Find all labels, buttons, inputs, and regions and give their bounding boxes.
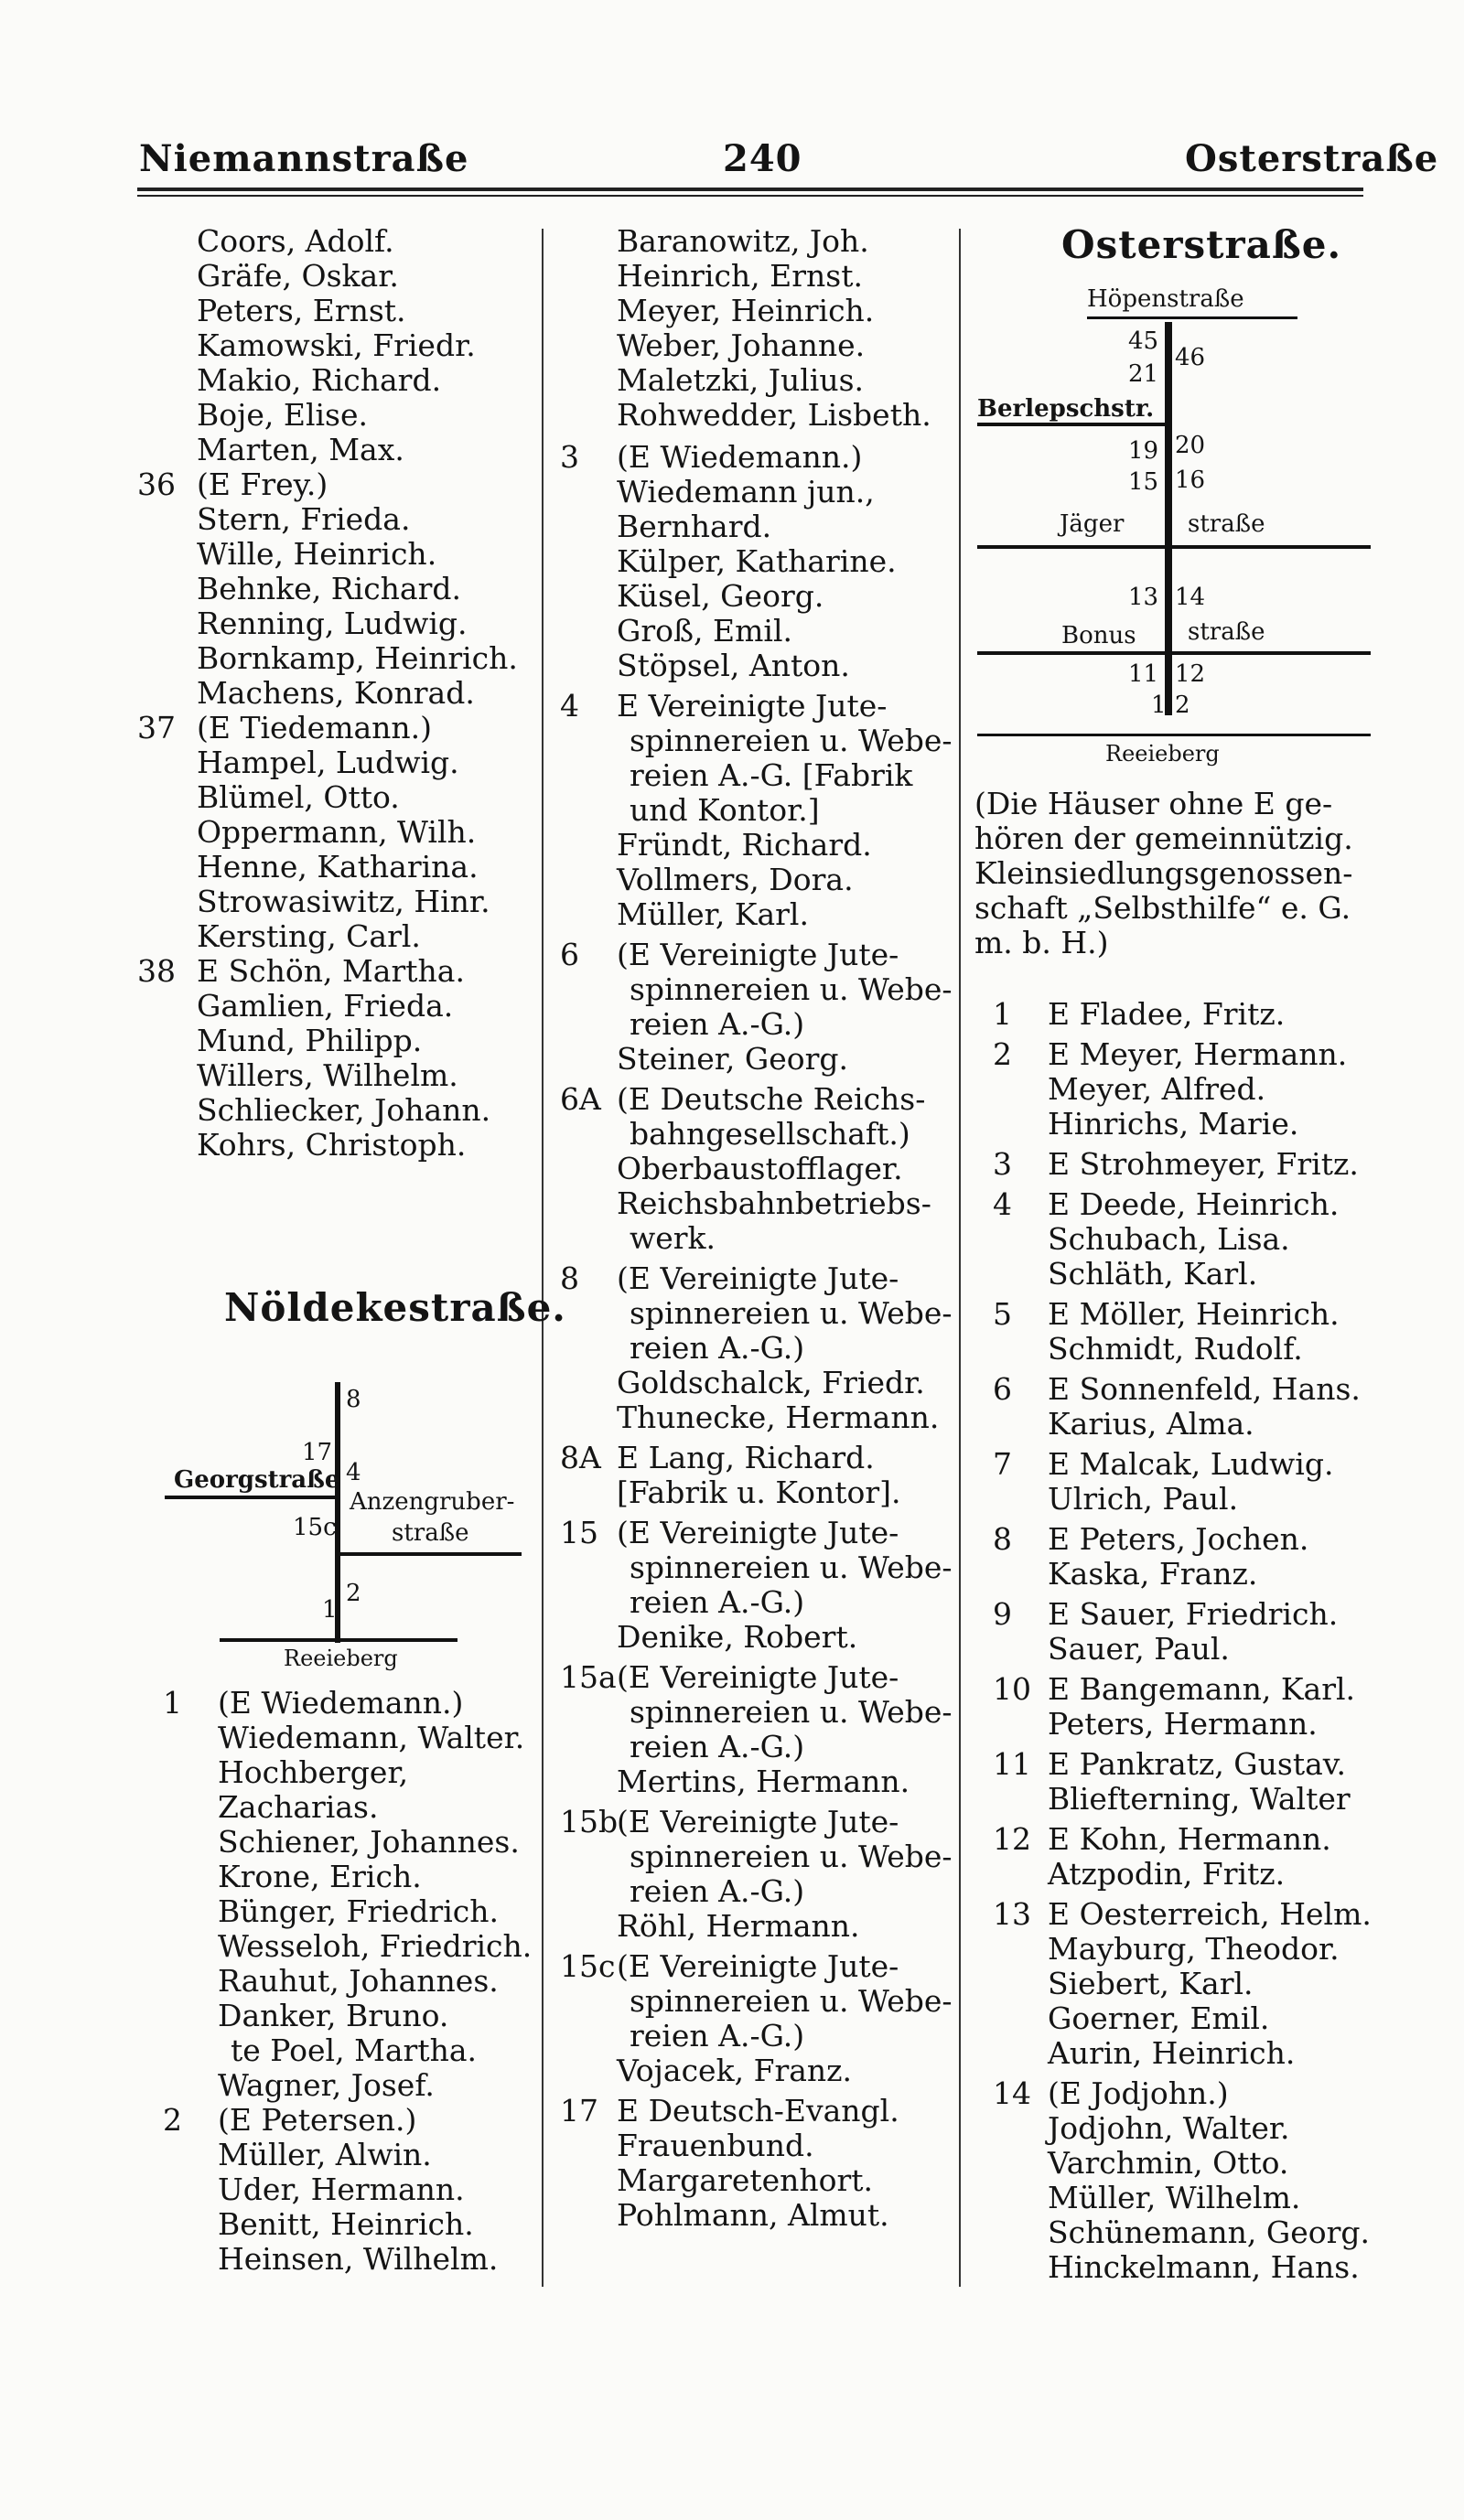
house-number: 37 bbox=[137, 710, 176, 745]
entry-line: Sauer, Paul. bbox=[1048, 1631, 1230, 1667]
house-number: 17 bbox=[560, 2093, 598, 2129]
column-2 bbox=[560, 224, 953, 2238]
entry-line: Uder, Hermann. bbox=[218, 2171, 465, 2207]
entry-line: Meyer, Heinrich. bbox=[617, 293, 875, 328]
entry-line: Oppermann, Wilh. bbox=[197, 814, 477, 850]
entry-line: Machens, Konrad. bbox=[197, 675, 475, 711]
house-number: 15a bbox=[560, 1659, 617, 1695]
entry-line: Külper, Katharine. bbox=[617, 543, 897, 579]
entry-line: reien A.-G.) bbox=[630, 1006, 805, 1042]
osterstrasse-street-map bbox=[977, 285, 1371, 770]
entry-line: (E Vereinigte Jute- 6 bbox=[560, 937, 899, 972]
entry-line: (Die Häuser ohne E ge- bbox=[974, 786, 1333, 821]
entry-line: E Sonnenfeld, Hans. 6 bbox=[993, 1371, 1361, 1407]
map-cross-jaeger bbox=[977, 545, 1371, 549]
map-label: 12 bbox=[1175, 660, 1206, 688]
entry-line: Fründt, Richard. bbox=[617, 827, 872, 863]
house-number: 4 bbox=[993, 1186, 1012, 1222]
map-label: 21 bbox=[1128, 360, 1159, 388]
entry-line: Baranowitz, Joh. bbox=[617, 223, 869, 259]
entry-line: Wagner, Josef. bbox=[218, 2067, 435, 2103]
entry-line: Boje, Elise. bbox=[197, 397, 369, 433]
header-rule-thin bbox=[137, 195, 1363, 197]
entry-line: Müller, Wilhelm. bbox=[1048, 2180, 1301, 2215]
entry-line: werk. bbox=[630, 1220, 716, 1256]
entry-line: E Deede, Heinrich. 4 bbox=[993, 1186, 1340, 1222]
entry-line: spinnereien u. Webe- bbox=[630, 1983, 953, 2019]
entry-line: E Deutsch-Evangl. 17 bbox=[560, 2093, 899, 2129]
entry-line: E Meyer, Hermann. 2 bbox=[993, 1036, 1348, 1072]
entry-line: Marten, Max. bbox=[197, 432, 404, 467]
entry-line: Stöpsel, Anton. bbox=[617, 648, 850, 683]
map-label: Reeieberg bbox=[1105, 741, 1220, 767]
entry-line: Schläth, Karl. bbox=[1048, 1256, 1258, 1292]
entry-line: (E Vereinigte Jute- 8 bbox=[560, 1260, 899, 1296]
entry-line: Zacharias. bbox=[218, 1789, 379, 1825]
entry-line: (E Jodjohn.) 14 bbox=[993, 2075, 1229, 2111]
entry-line: Röhl, Hermann. bbox=[617, 1908, 860, 1944]
entry-line: Goerner, Emil. bbox=[1048, 2000, 1270, 2036]
entry-line: E Oesterreich, Helm. 13 bbox=[993, 1896, 1372, 1932]
entry-line: Strowasiwitz, Hinr. bbox=[197, 884, 490, 919]
entry-line: reien A.-G.) bbox=[630, 1584, 805, 1620]
running-head-right: Osterstraße bbox=[1185, 137, 1439, 180]
entry-line: (E Tiedemann.) 37 bbox=[137, 710, 433, 745]
house-number: 15 bbox=[560, 1515, 598, 1550]
entry-line: Margaretenhort. bbox=[617, 2162, 874, 2198]
map-label: Höpenstraße bbox=[1087, 285, 1244, 313]
house-number: 9 bbox=[993, 1596, 1012, 1632]
entry-line: Kaska, Franz. bbox=[1048, 1556, 1258, 1592]
map-label: Bonus bbox=[1061, 622, 1136, 649]
entry-line: Bernhard. bbox=[617, 509, 772, 544]
entry-line: Maletzki, Julius. bbox=[617, 362, 864, 398]
map-label: 1 bbox=[1151, 692, 1167, 719]
map-label: straße bbox=[392, 1519, 469, 1547]
map-label: 1 bbox=[322, 1596, 338, 1624]
entry-line: (E Vereinigte Jute- 15 bbox=[560, 1515, 899, 1550]
entry-line: Mertins, Hermann. bbox=[617, 1764, 910, 1799]
entry-line: (E Vereinigte Jute- 15c bbox=[560, 1948, 899, 1984]
entry-line: Bliefterning, Walter bbox=[1048, 1781, 1351, 1817]
entry-line: Wille, Heinrich. bbox=[197, 536, 437, 572]
house-number: 8A bbox=[560, 1440, 601, 1475]
entry-line: (E Vereinigte Jute- 15a bbox=[560, 1659, 899, 1695]
entry-line: m. b. H.) bbox=[974, 925, 1109, 960]
header-rule bbox=[137, 188, 1363, 191]
entry-line: Pohlmann, Almut. bbox=[617, 2197, 889, 2233]
entry-line: Benitt, Heinrich. bbox=[218, 2206, 474, 2242]
entry-line: reien A.-G.) bbox=[630, 1330, 805, 1366]
map-label: 20 bbox=[1175, 432, 1206, 459]
entry-line: Küsel, Georg. bbox=[617, 578, 824, 614]
column-divider-1 bbox=[542, 229, 544, 2287]
entry-line: Thunecke, Hermann. bbox=[617, 1399, 940, 1435]
entry-line: spinnereien u. Webe- bbox=[630, 971, 953, 1007]
house-number: 6 bbox=[560, 937, 579, 972]
map-label: Georgstraße bbox=[174, 1466, 340, 1494]
page-number: 240 bbox=[723, 137, 802, 180]
house-number: 12 bbox=[993, 1821, 1031, 1857]
entry-line: Goldschalck, Friedr. bbox=[617, 1365, 925, 1400]
map-label: 14 bbox=[1175, 584, 1206, 611]
entry-line: Hampel, Ludwig. bbox=[197, 745, 459, 780]
house-number: 14 bbox=[993, 2075, 1031, 2111]
house-number: 8 bbox=[560, 1260, 579, 1296]
map-label: Jäger bbox=[1060, 510, 1125, 538]
entry-line: E Peters, Jochen. 8 bbox=[993, 1521, 1309, 1557]
map-cross-berlepsch bbox=[977, 423, 1169, 426]
section-title-noeldekestrasse: Nöldekestraße. bbox=[224, 1285, 566, 1330]
entry-line: Schünemann, Georg. bbox=[1048, 2214, 1370, 2250]
entry-line: Behnke, Richard. bbox=[197, 571, 461, 606]
map-bottom-line bbox=[977, 734, 1371, 736]
entry-line: Mund, Philipp. bbox=[197, 1023, 423, 1058]
entry-line: hören der gemeinnützig. bbox=[974, 820, 1353, 856]
map-label: 2 bbox=[1175, 692, 1190, 719]
entry-line: spinnereien u. Webe- bbox=[630, 1694, 953, 1730]
column-3 bbox=[974, 787, 1405, 2290]
entry-line: Wiedemann, Walter. bbox=[218, 1720, 525, 1755]
map-label: 15c bbox=[293, 1514, 337, 1541]
entry-line: Oberbaustofflager. bbox=[617, 1151, 903, 1186]
entry-line: Müller, Alwin. bbox=[218, 2137, 432, 2172]
entry-line: schaft „Selbsthilfe“ e. G. bbox=[974, 890, 1351, 926]
entry-line: spinnereien u. Webe- bbox=[630, 1295, 953, 1331]
entry-line: Wiedemann jun., bbox=[617, 474, 875, 509]
entry-line: Stern, Frieda. bbox=[197, 501, 411, 537]
map-main-street bbox=[1165, 322, 1172, 715]
map-label: 17 bbox=[302, 1439, 333, 1466]
entry-line: E Schön, Martha. 38 bbox=[137, 953, 465, 989]
map-label: 45 bbox=[1128, 327, 1159, 355]
entry-line: Schubach, Lisa. bbox=[1048, 1221, 1290, 1257]
map-label: 15 bbox=[1128, 468, 1159, 496]
house-number: 13 bbox=[993, 1896, 1031, 1932]
entry-line: Blümel, Otto. bbox=[197, 779, 400, 815]
entry-line: E Möller, Heinrich. 5 bbox=[993, 1296, 1340, 1332]
house-number: 15c bbox=[560, 1948, 616, 1984]
entry-line: E Pankratz, Gustav. 11 bbox=[993, 1746, 1347, 1782]
entry-line: Groß, Emil. bbox=[617, 613, 793, 649]
entry-line: Hinrichs, Marie. bbox=[1048, 1106, 1299, 1142]
entry-line: [Fabrik u. Kontor]. bbox=[617, 1474, 901, 1510]
entry-line: Rauhut, Johannes. bbox=[218, 1963, 499, 1999]
house-number: 6A bbox=[560, 1081, 601, 1117]
entry-line: spinnereien u. Webe- bbox=[630, 1550, 953, 1585]
house-number: 11 bbox=[993, 1746, 1031, 1782]
entry-line: Heinrich, Ernst. bbox=[617, 258, 863, 294]
entry-line: Peters, Hermann. bbox=[1048, 1706, 1318, 1742]
entry-line: Henne, Katharina. bbox=[197, 849, 479, 885]
entry-line: Schliecker, Johann. bbox=[197, 1092, 491, 1128]
column-divider-2 bbox=[959, 229, 961, 2287]
entry-line: E Fladee, Fritz. 1 bbox=[993, 996, 1286, 1032]
entry-line: Kleinsiedlungsgenossen- bbox=[974, 855, 1353, 891]
map-label: 11 bbox=[1128, 660, 1159, 688]
map-label: 16 bbox=[1175, 466, 1206, 494]
entry-line: Karius, Alma. bbox=[1048, 1406, 1254, 1442]
noeldekestrasse-street-map bbox=[165, 1377, 540, 1671]
entry-line: Peters, Ernst. bbox=[197, 293, 406, 328]
entry-line: (E Vereinigte Jute- 15b bbox=[560, 1804, 899, 1839]
entry-line: Schiener, Johannes. bbox=[218, 1824, 520, 1860]
house-number: 2 bbox=[993, 1036, 1012, 1072]
map-label: straße bbox=[1188, 618, 1265, 646]
map-label: Reeieberg bbox=[284, 1646, 398, 1671]
entry-line: E Lang, Richard. 8A bbox=[560, 1440, 875, 1475]
map-label: Berlepschstr. bbox=[977, 395, 1155, 423]
entry-line: Siebert, Karl. bbox=[1048, 1966, 1254, 2001]
entry-line: Rohwedder, Lisbeth. bbox=[617, 397, 931, 433]
entry-line: Coors, Adolf. bbox=[197, 223, 394, 259]
house-number: 6 bbox=[993, 1371, 1012, 1407]
section-title-osterstrasse: Osterstraße. bbox=[1061, 222, 1342, 267]
map-label: 4 bbox=[346, 1459, 361, 1486]
entry-line: reien A.-G.) bbox=[630, 2018, 805, 2054]
entry-line: E Vereinigte Jute- 4 bbox=[560, 688, 888, 724]
map-cross-bonus bbox=[977, 651, 1371, 655]
house-number: 38 bbox=[137, 953, 176, 989]
entry-line: (E Wiedemann.) 1 bbox=[163, 1685, 464, 1721]
entry-line: Hinckelmann, Hans. bbox=[1048, 2249, 1360, 2285]
entry-line: E Strohmeyer, Fritz. 3 bbox=[993, 1146, 1359, 1182]
entry-line: Vollmers, Dora. bbox=[617, 862, 854, 897]
house-number: 10 bbox=[993, 1671, 1031, 1707]
house-number: 7 bbox=[993, 1446, 1012, 1482]
entry-line: E Bangemann, Karl. 10 bbox=[993, 1671, 1356, 1707]
map-label: 2 bbox=[346, 1580, 361, 1607]
column-1 bbox=[137, 224, 540, 1163]
entry-line: Gräfe, Oskar. bbox=[197, 258, 399, 294]
entry-line: Vojacek, Franz. bbox=[617, 2053, 853, 2088]
house-number: 1 bbox=[163, 1685, 182, 1721]
house-number: 2 bbox=[163, 2102, 182, 2138]
entry-line: Hochberger, bbox=[218, 1754, 409, 1790]
entry-line: Frauenbund. bbox=[617, 2128, 814, 2163]
entry-line: Renning, Ludwig. bbox=[197, 606, 468, 641]
entry-line: Heinsen, Wilhelm. bbox=[218, 2241, 499, 2277]
entry-line: (E Deutsche Reichs- 6A bbox=[560, 1081, 926, 1117]
entry-line: spinnereien u. Webe- bbox=[630, 723, 953, 758]
house-number: 15b bbox=[560, 1804, 619, 1839]
entry-line: Meyer, Alfred. bbox=[1048, 1071, 1266, 1107]
entry-line: Gamlien, Frieda. bbox=[197, 988, 454, 1024]
entry-line: Danker, Bruno. bbox=[218, 1998, 449, 2033]
house-number: 36 bbox=[137, 466, 176, 502]
entry-line: te Poel, Martha. bbox=[231, 2032, 477, 2068]
entry-line: E Sauer, Friedrich. 9 bbox=[993, 1596, 1339, 1632]
map-label: 19 bbox=[1128, 437, 1159, 465]
house-number: 4 bbox=[560, 688, 579, 724]
entry-line: bahngesellschaft.) bbox=[630, 1116, 910, 1152]
entry-line: Schmidt, Rudolf. bbox=[1048, 1331, 1303, 1367]
map-label: Anzengruber- bbox=[350, 1488, 515, 1516]
house-number: 3 bbox=[560, 439, 579, 475]
entry-line: (E Petersen.) 2 bbox=[163, 2102, 417, 2138]
entry-line: Varchmin, Otto. bbox=[1048, 2145, 1289, 2181]
entry-line: Ulrich, Paul. bbox=[1048, 1481, 1239, 1517]
entry-line: spinnereien u. Webe- bbox=[630, 1839, 953, 1874]
entry-line: (E Wiedemann.) 3 bbox=[560, 439, 863, 475]
entry-line: Mayburg, Theodor. bbox=[1048, 1931, 1340, 1967]
entry-line: Kamowski, Friedr. bbox=[197, 327, 476, 363]
entry-line: Aurin, Heinrich. bbox=[1048, 2035, 1296, 2071]
column-1-lower bbox=[137, 1686, 540, 2277]
map-label: straße bbox=[1188, 510, 1265, 538]
map-cross-street-georg bbox=[165, 1496, 339, 1499]
entry-line: reien A.-G. [Fabrik bbox=[630, 757, 913, 793]
entry-line: reien A.-G.) bbox=[630, 1873, 805, 1909]
entry-line: Wesseloh, Friedrich. bbox=[218, 1928, 533, 1964]
map-cross-street-anzen bbox=[339, 1552, 522, 1556]
house-number: 1 bbox=[993, 996, 1012, 1032]
map-label: 46 bbox=[1175, 344, 1206, 371]
entry-line: Reichsbahnbetriebs- bbox=[617, 1185, 931, 1221]
entry-line: E Kohn, Hermann. 12 bbox=[993, 1821, 1331, 1857]
entry-line: Krone, Erich. bbox=[218, 1859, 422, 1894]
entry-line: Kohrs, Christoph. bbox=[197, 1127, 467, 1163]
entry-line: (E Frey.) 36 bbox=[137, 466, 328, 502]
map-top-line bbox=[1087, 316, 1297, 319]
entry-line: Bornkamp, Heinrich. bbox=[197, 640, 518, 676]
house-number: 3 bbox=[993, 1146, 1012, 1182]
entry-line: Makio, Richard. bbox=[197, 362, 442, 398]
entry-line: Weber, Johanne. bbox=[617, 327, 866, 363]
house-number: 8 bbox=[993, 1521, 1012, 1557]
house-number: 5 bbox=[993, 1296, 1012, 1332]
entry-line: Denike, Robert. bbox=[617, 1619, 858, 1655]
entry-line: reien A.-G.) bbox=[630, 1729, 805, 1764]
entry-line: Müller, Karl. bbox=[617, 896, 809, 932]
entry-line: und Kontor.] bbox=[630, 792, 820, 828]
entry-line: E Malcak, Ludwig. 7 bbox=[993, 1446, 1334, 1482]
entry-line: Jodjohn, Walter. bbox=[1048, 2110, 1290, 2146]
entry-line: Steiner, Georg. bbox=[617, 1041, 849, 1077]
map-bottom-line bbox=[220, 1638, 458, 1642]
entry-line: Atzpodin, Fritz. bbox=[1048, 1856, 1286, 1892]
entry-line: Kersting, Carl. bbox=[197, 918, 421, 954]
running-head-left: Niemannstraße bbox=[139, 137, 469, 180]
entry-line: Willers, Wilhelm. bbox=[197, 1057, 458, 1093]
map-label: 8 bbox=[346, 1386, 361, 1413]
entry-line: Bünger, Friedrich. bbox=[218, 1893, 499, 1929]
map-label: 13 bbox=[1128, 584, 1159, 611]
